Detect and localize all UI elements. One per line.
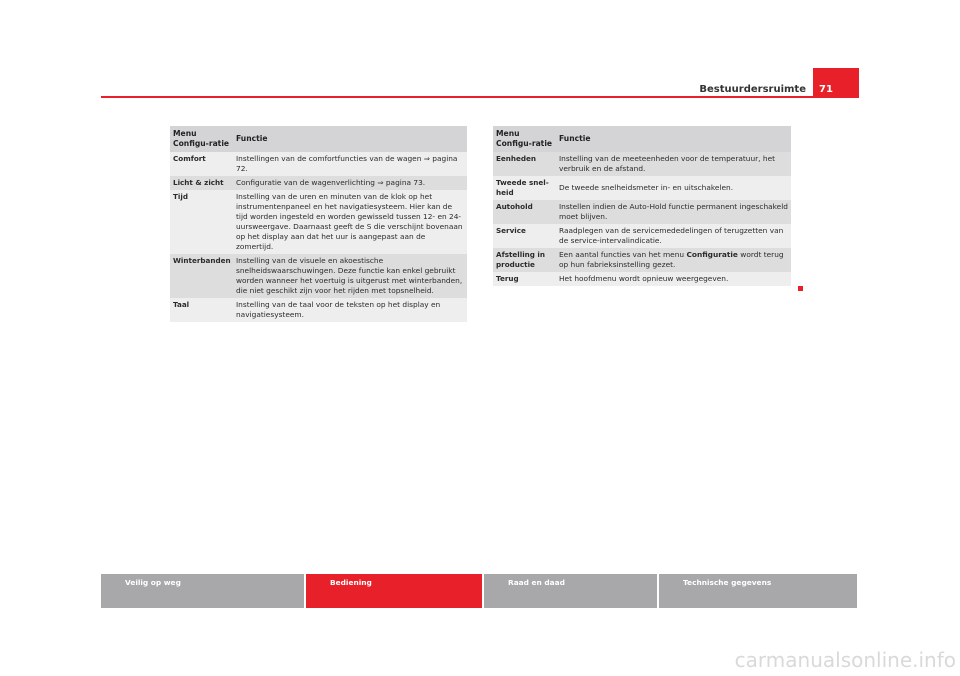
row-item: Eenheden <box>493 152 556 176</box>
row-desc: Het hoofdmenu wordt opnieuw weergegeven. <box>556 272 791 286</box>
row-desc: Instellingen van de comfortfuncties van de wagen ⇒ pagina 72. <box>233 152 467 176</box>
table-header-row <box>493 126 791 152</box>
table-row <box>493 248 791 272</box>
table-row <box>493 152 791 176</box>
desc-bold-term: Configuratie <box>686 250 738 259</box>
footer-tab-veilig-op-weg[interactable]: Veilig op weg <box>101 574 304 608</box>
table-header-row <box>170 126 467 152</box>
table-row <box>170 152 467 176</box>
desc-text: Een aantal functies van het menu <box>559 250 687 259</box>
footer-tab-technische-gegevens[interactable]: Technische gegevens <box>659 574 857 608</box>
table-row <box>493 176 791 200</box>
row-desc: Instelling van de meeteenheden voor de temperatuur, het verbruik en de afstand. <box>556 152 791 176</box>
page-number-badge <box>813 68 859 98</box>
row-item: Winterbanden <box>170 254 233 298</box>
row-item: Licht & zicht <box>170 176 233 190</box>
section-end-square-icon <box>798 286 803 291</box>
row-desc: Raadplegen van de servicemededelingen of terugzetten van de service-intervalindicatie. <box>556 224 791 248</box>
row-desc <box>556 248 791 272</box>
table-row <box>493 272 791 286</box>
table-row <box>170 298 467 322</box>
row-item: Service <box>493 224 556 248</box>
table-row <box>170 254 467 298</box>
row-item: Comfort <box>170 152 233 176</box>
row-desc: Instelling van de taal voor de teksten op het display en navigatiesysteem. <box>233 298 467 322</box>
footer-tab-raad-en-daad[interactable]: Raad en daad <box>484 574 657 608</box>
page-number: 71 <box>819 84 833 95</box>
config-menu-table-right <box>493 126 791 286</box>
row-desc: Configuratie van de wagenverlichting ⇒ pagina 73. <box>233 176 467 190</box>
col-header-menu: Menu Configu-ratie <box>493 126 556 152</box>
desc-text: wordt terug op hun fabrieksinstelling gezet. <box>559 250 784 269</box>
table-row <box>170 190 467 254</box>
row-item: Afstelling in productie <box>493 248 556 272</box>
row-item: Autohold <box>493 200 556 224</box>
row-desc: De tweede snelheidsmeter in- en uitschakelen. <box>556 176 791 200</box>
footer-tab-bediening[interactable]: Bediening <box>306 574 482 608</box>
table-row <box>493 224 791 248</box>
col-header-menu: Menu Configu-ratie <box>170 126 233 152</box>
row-item: Terug <box>493 272 556 286</box>
header-rule <box>101 96 859 98</box>
watermark: carmanualsonline.info <box>734 648 956 672</box>
row-item: Tweede snel-heid <box>493 176 556 200</box>
row-desc: Instelling van de uren en minuten van de klok op het instrumentenpaneel en het navigatiesysteem. Hier kan de tijd worden ingesteld en worden gewisseld tussen 12- en 24-uursweergave. Daarnaast geeft de S die verschijnt bovenaan op het display aan dat het uur is aangepast aan de zomertijd. <box>233 190 467 254</box>
row-desc: Instelling van de visuele en akoestische snelheidswaarschuwingen. Deze functie kan enkel gebruikt worden wanneer het voertuig is uitgerust met winterbanden, die niet geschikt zijn voor het rijden met topsnelheid. <box>233 254 467 298</box>
footer-chapter-nav <box>101 574 859 608</box>
table-row <box>493 200 791 224</box>
col-header-function: Functie <box>233 126 467 152</box>
section-title: Bestuurdersruimte <box>699 84 806 95</box>
row-item: Taal <box>170 298 233 322</box>
row-item: Tijd <box>170 190 233 254</box>
col-header-function: Functie <box>556 126 791 152</box>
row-desc: Instellen indien de Auto-Hold functie permanent ingeschakeld moet blijven. <box>556 200 791 224</box>
config-menu-table-left <box>170 126 467 322</box>
table-row <box>170 176 467 190</box>
